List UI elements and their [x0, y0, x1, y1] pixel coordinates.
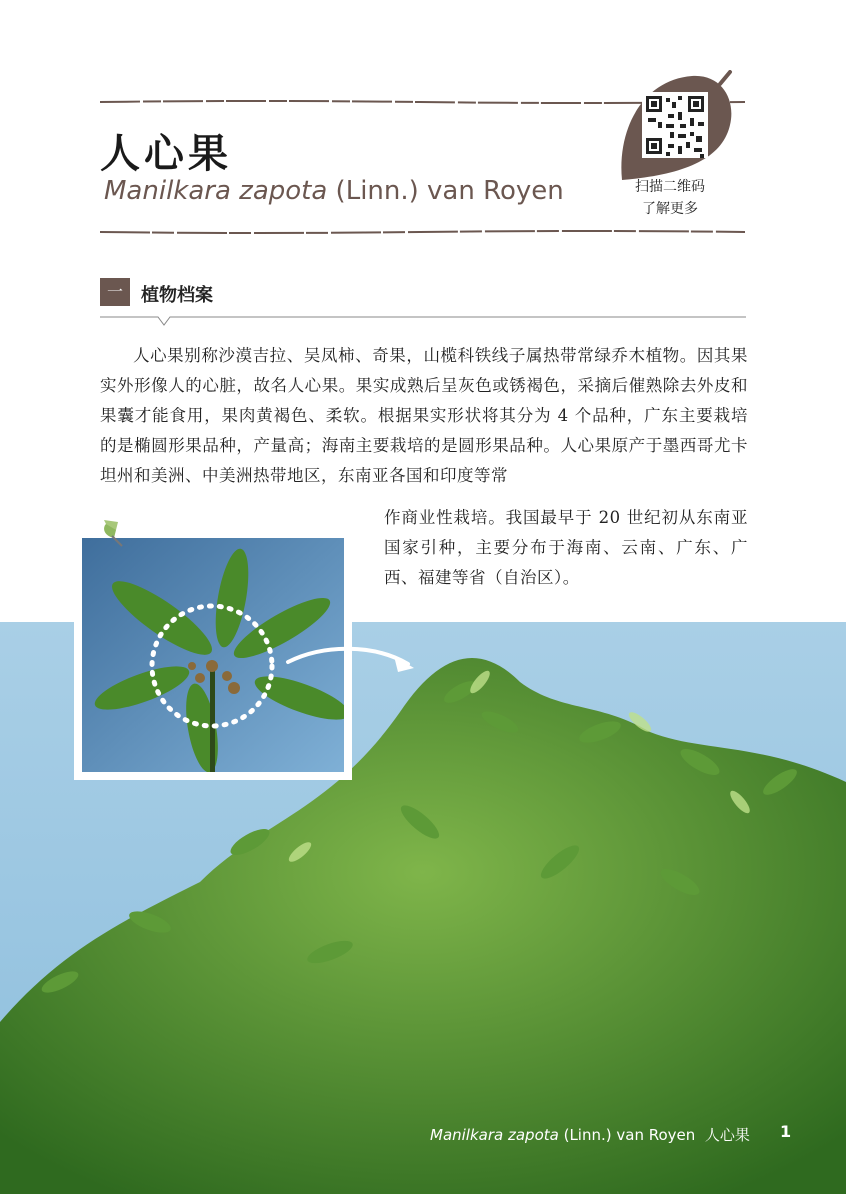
qr-caption-line2: 了解更多: [642, 201, 698, 217]
footer-latin-rest: (Linn.) van Royen: [558, 1126, 696, 1144]
scientific-name-author: (Linn.) van Royen: [327, 176, 564, 206]
body-paragraph-continued: 作商业性栽培。我国最早于 20 世纪初从东南亚国家引种，主要分布于海南、云南、广东、广西、福建等省（自治区）。: [384, 508, 748, 587]
scientific-name: [104, 176, 564, 206]
pushpin-icon: [96, 516, 130, 550]
scientific-name-italic: Manilkara zapota: [104, 176, 328, 206]
footer-latin-italic: Manilkara zapota: [430, 1126, 559, 1144]
section-heading: [100, 278, 746, 308]
footer-cn-name: 人心果: [704, 1126, 750, 1144]
pointer-arrow-icon: [284, 640, 424, 680]
qr-code-icon[interactable]: [612, 70, 742, 190]
qr-caption: [622, 176, 718, 220]
page-footer: [430, 1124, 750, 1145]
section-number: 一: [100, 278, 130, 306]
body-paragraph: 人心果别称沙漠吉拉、吴凤柿、奇果，山榄科铁线子属热带常绿乔木植物。因其果实外形像人的心脏，故名人心果。果实成熟后呈灰色或锈褐色，采摘后催熟除去外皮和果囊才能食用，果肉黄褐色、柔软。根据果实形状将其分为 4 个品种，广东主要栽培的是椭圆形果品种，产量高；海南主要栽培的是圆形果品种。人心果原产于墨西哥尤卡坦州和美洲、中美洲热带地区，东南亚各国和印度等常: [100, 346, 748, 485]
header-bottom-rule: [100, 230, 745, 233]
page-title: 人心果: [100, 130, 232, 177]
section-divider: [100, 312, 746, 331]
page-number: 1: [780, 1122, 792, 1141]
section-title: 植物档案: [141, 285, 213, 306]
qr-caption-line1: 扫描二维码: [635, 179, 705, 195]
